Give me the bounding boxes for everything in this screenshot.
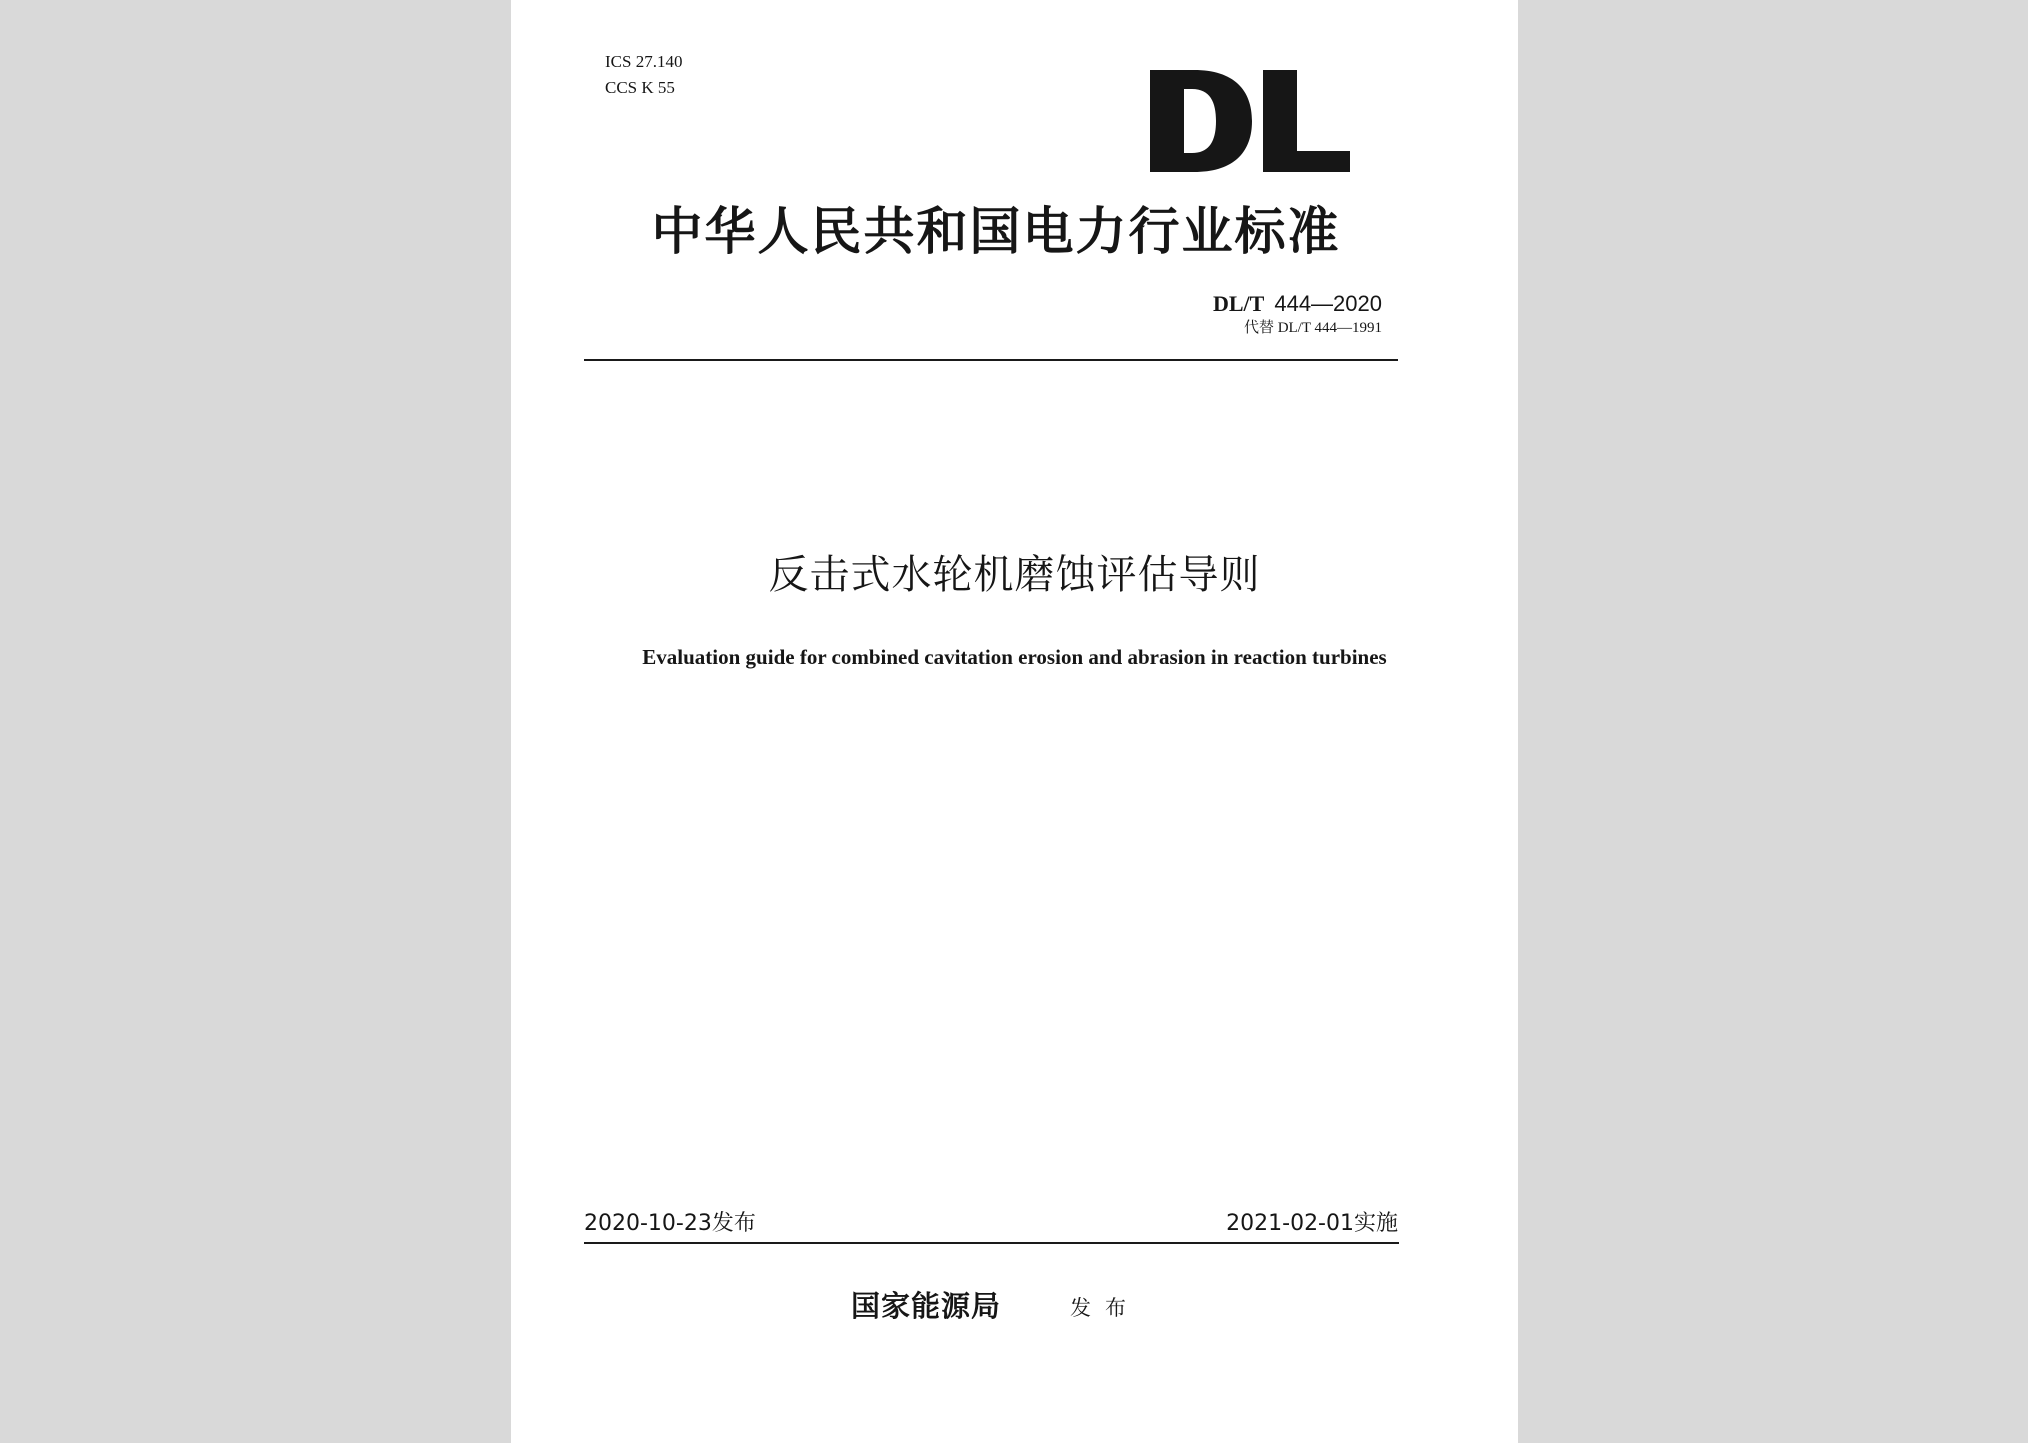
document-title-english: Evaluation guide for combined cavitation erosion and abrasion in reaction turbines [642, 645, 1387, 669]
standard-number [1213, 290, 1382, 319]
dl-logo-icon [1150, 70, 1350, 172]
replaces-standard: 代替 DL/T 444—1991 [1243, 320, 1382, 336]
classification-codes [605, 49, 682, 101]
ics-code: ICS 27.140 [605, 52, 683, 71]
ccs-code: CCS K 55 [605, 78, 675, 97]
bottom-divider [584, 1242, 1399, 1244]
top-divider [584, 359, 1398, 361]
publish-label: 发布 [1070, 1296, 1140, 1320]
document-cover-page [511, 0, 1518, 1443]
standard-number-prefix: DL/T [1212, 291, 1265, 316]
standard-number-digits: 444—2020 [1274, 291, 1382, 316]
standard-category-title: 中华人民共和国电力行业标准 [651, 203, 1341, 262]
publisher-name: 国家能源局 [851, 1289, 1002, 1323]
document-title-chinese: 反击式水轮机磨蚀评估导则 [768, 552, 1261, 598]
implementation-date: 2021-02-01实施 [1226, 1211, 1398, 1236]
issue-date: 2020-10-23发布 [584, 1211, 756, 1236]
